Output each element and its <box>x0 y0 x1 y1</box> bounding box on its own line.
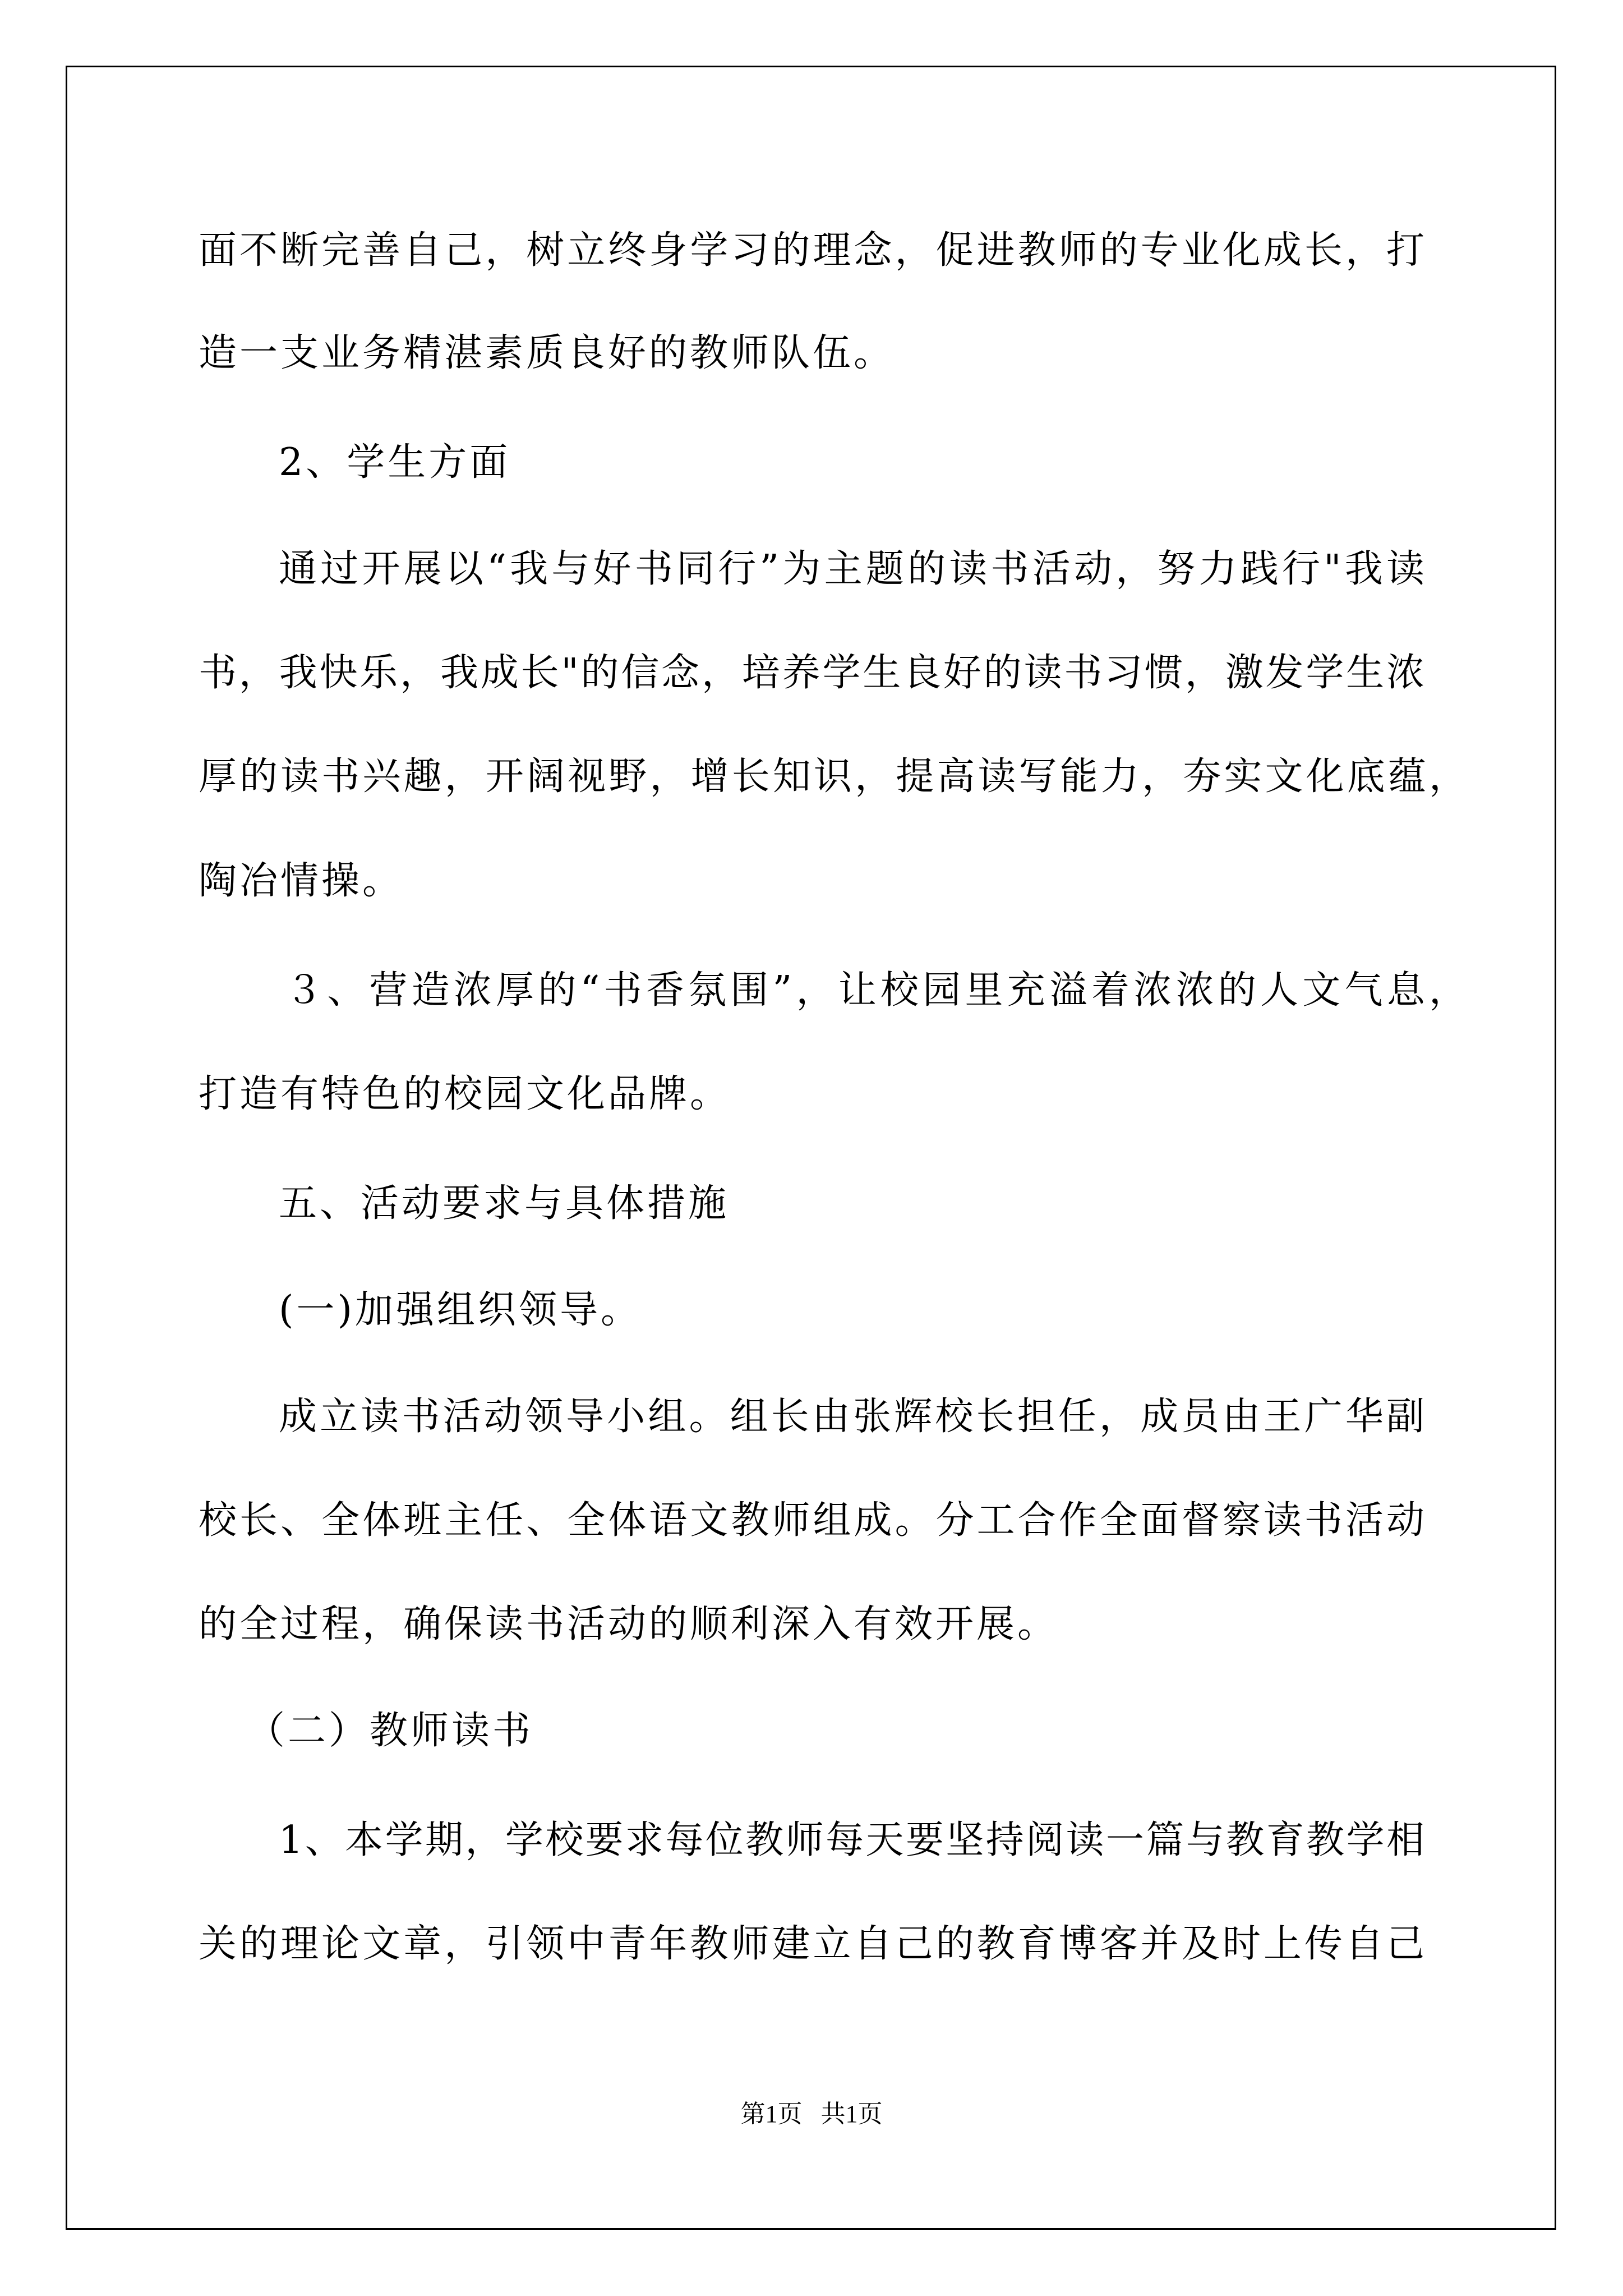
paragraph-line: 厚的读书兴趣，开阔视野，增长知识，提高读写能力，夯实文化底蕴， <box>199 754 1467 799</box>
page-footer: 第1页 共1页 <box>740 2100 883 2128</box>
paragraph-line: ３、营造浓厚的“书香氛围”，让校园里充溢着浓浓的人文气息， <box>285 968 1467 1013</box>
paragraph-line: 通过开展以“我与好书同行”为主题的读书活动，努力践行"我读 <box>279 547 1424 591</box>
section-heading: （二）教师读书 <box>247 1709 534 1753</box>
paragraph-line: 关的理论文章，引领中青年教师建立自己的教育博客并及时上传自己 <box>199 1922 1424 1966</box>
paragraph-line: 成立读书活动领导小组。组长由张辉校长担任，成员由王广华副 <box>279 1395 1424 1439</box>
section-heading: (一)加强组织领导。 <box>279 1288 642 1332</box>
paragraph-line: 校长、全体班主任、全体语文教师组成。分工合作全面督察读书活动 <box>199 1498 1424 1543</box>
paragraph-line: 面不断完善自己，树立终身学习的理念，促进教师的专业化成长，打 <box>199 228 1424 273</box>
section-heading: 2、学生方面 <box>279 440 511 485</box>
paragraph-line: 1、本学期，学校要求每位教师每天要坚持阅读一篇与教育教学相 <box>279 1818 1424 1862</box>
paragraph-line: 陶冶情操。 <box>199 859 404 903</box>
page-border <box>66 66 1556 2230</box>
paragraph-line: 打造有特色的校园文化品牌。 <box>199 1072 731 1116</box>
paragraph-line: 的全过程，确保读书活动的顺利深入有效开展。 <box>199 1602 1059 1646</box>
paragraph-line: 书，我快乐，我成长"的信念，培养学生良好的读书习惯，激发学生浓 <box>199 651 1424 695</box>
section-heading: 五、活动要求与具体措施 <box>279 1181 730 1226</box>
paragraph-line: 造一支业务精湛素质良好的教师队伍。 <box>199 331 895 375</box>
